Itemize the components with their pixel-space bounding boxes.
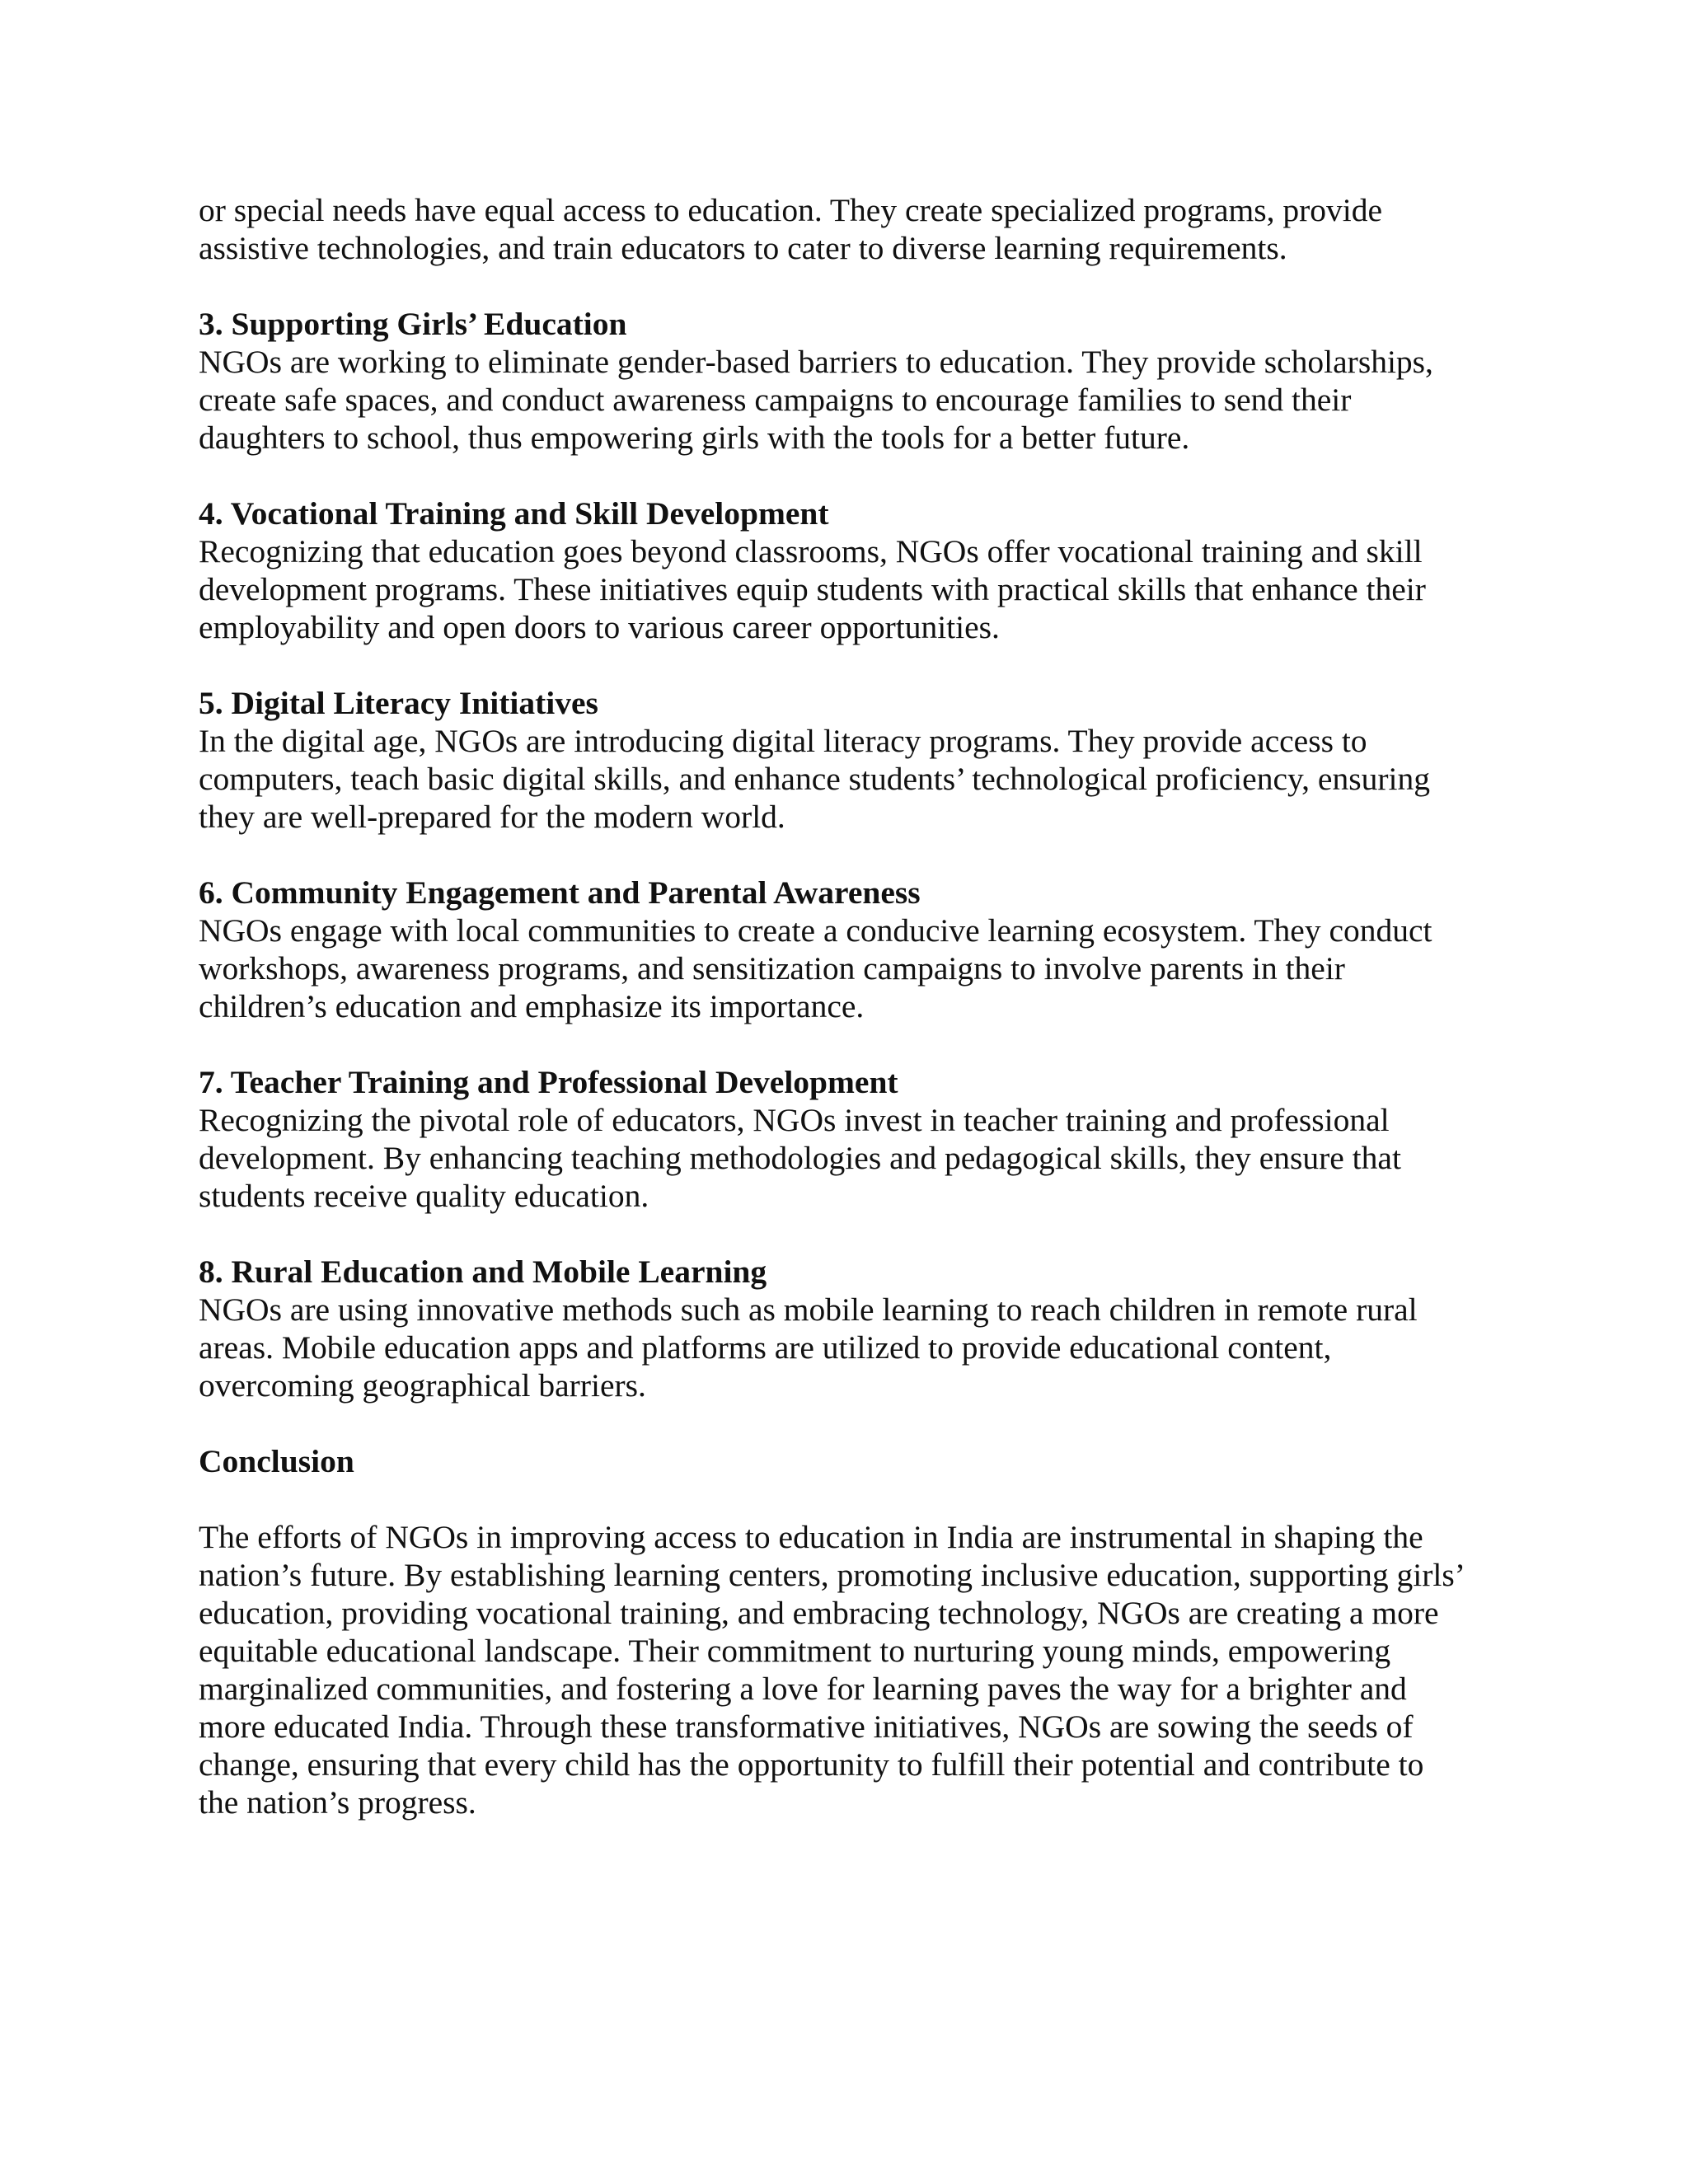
paragraph-spacer [199,1025,1501,1063]
paragraph-line: areas. Mobile education apps and platforms are utilized to provide educational content, [199,1329,1332,1366]
paragraph-line: Recognizing the pivotal role of educators, NGOs invest in teacher training and professional [199,1102,1390,1138]
section-teacher-training [199,1063,1501,1215]
paragraph-spacer [199,1480,1501,1518]
conclusion-heading: Conclusion [199,1443,354,1479]
intro-paragraph [199,191,1501,267]
paragraph-line: more educated India. Through these transformative initiatives, NGOs are sowing the seeds of [199,1708,1414,1745]
paragraph-line: or special needs have equal access to education. They create specialized programs, provide [199,192,1383,228]
paragraph-line: equitable educational landscape. Their commitment to nurturing young minds, empowering [199,1633,1391,1669]
paragraph-line: NGOs are working to eliminate gender-based barriers to education. They provide scholarships, [199,344,1433,380]
paragraph-line: daughters to school, thus empowering girls with the tools for a better future. [199,419,1190,456]
paragraph-line: overcoming geographical barriers. [199,1367,646,1404]
section-heading: 8. Rural Education and Mobile Learning [199,1254,767,1290]
section-digital-literacy [199,684,1501,836]
section-heading: 5. Digital Literacy Initiatives [199,685,598,721]
paragraph-line: The efforts of NGOs in improving access to education in India are instrumental in shaping the [199,1519,1423,1555]
conclusion-section [199,1442,1501,1821]
paragraph-line: employability and open doors to various career opportunities. [199,609,1000,645]
paragraph-spacer [199,836,1501,874]
section-vocational-training [199,494,1501,646]
paragraph-line: NGOs engage with local communities to create a conducive learning ecosystem. They conduct [199,912,1432,949]
paragraph-line: children’s education and emphasize its importance. [199,988,865,1024]
paragraph-line: students receive quality education. [199,1178,649,1214]
section-rural-education [199,1253,1501,1404]
section-heading: 7. Teacher Training and Professional Development [199,1064,898,1100]
paragraph-line: they are well-prepared for the modern world. [199,799,785,835]
paragraph-line: create safe spaces, and conduct awareness campaigns to encourage families to send their [199,382,1352,418]
paragraph-spacer [199,267,1501,305]
section-heading: 3. Supporting Girls’ Education [199,306,627,342]
section-community-engagement [199,874,1501,1025]
paragraph-line: development. By enhancing teaching methodologies and pedagogical skills, they ensure that [199,1140,1401,1176]
section-heading: 6. Community Engagement and Parental Awareness [199,874,921,911]
paragraph-line: development programs. These initiatives equip students with practical skills that enhance their [199,571,1426,607]
paragraph-line: workshops, awareness programs, and sensitization campaigns to involve parents in their [199,950,1345,987]
paragraph-line: assistive technologies, and train educators to cater to diverse learning requirements. [199,230,1287,266]
paragraph-spacer [199,1215,1501,1253]
paragraph-spacer [199,1404,1501,1442]
paragraph-line: NGOs are using innovative methods such as mobile learning to reach children in remote rural [199,1291,1418,1328]
paragraph-line: nation’s future. By establishing learning centers, promoting inclusive education, supporting girls’ [199,1557,1465,1593]
paragraph-line: the nation’s progress. [199,1784,476,1821]
paragraph-line: change, ensuring that every child has the opportunity to fulfill their potential and contribute to [199,1746,1424,1783]
section-heading: 4. Vocational Training and Skill Development [199,495,829,532]
section-girls-education [199,305,1501,457]
paragraph-line: computers, teach basic digital skills, and enhance students’ technological proficiency, ensuring [199,761,1430,797]
paragraph-line: In the digital age, NGOs are introducing digital literacy programs. They provide access to [199,723,1367,759]
paragraph-spacer [199,646,1501,684]
document-body [199,191,1501,1821]
paragraph-line: Recognizing that education goes beyond classrooms, NGOs offer vocational training and skill [199,533,1423,569]
paragraph-spacer [199,457,1501,494]
paragraph-line: education, providing vocational training, and embracing technology, NGOs are creating a more [199,1595,1439,1631]
paragraph-line: marginalized communities, and fostering a love for learning paves the way for a brighter and [199,1671,1407,1707]
